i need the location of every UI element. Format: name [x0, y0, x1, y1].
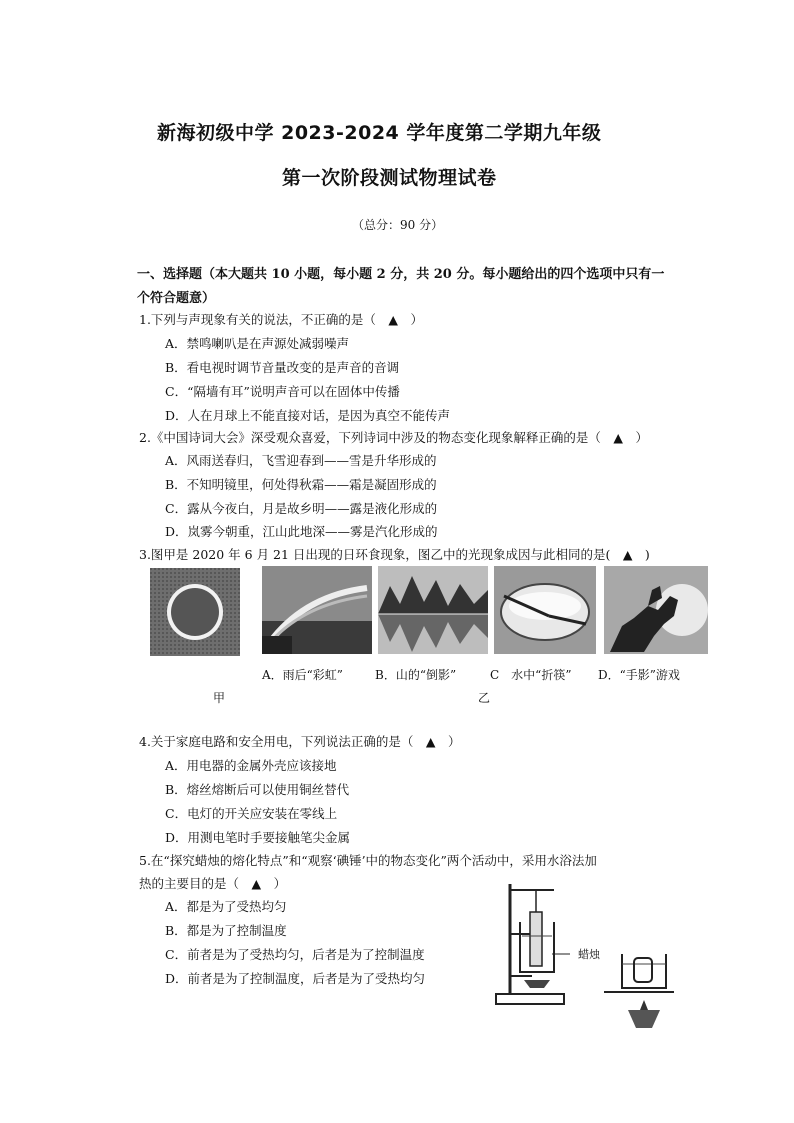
question-5-stem: 5.在“探究蜡烛的熔化特点”和“观察‘碘锤’中的物态变化”两个活动中，采用水浴法加 — [139, 853, 597, 868]
question-1-option-c: C．“隔墙有耳”说明声音可以在固体中传播 — [165, 384, 400, 399]
question-3-option-c: C 水中“折筷” — [490, 668, 572, 682]
question-3-option-a: A．雨后“彩虹” — [262, 668, 343, 682]
question-2-stem: 2.《中国诗词大会》深受观众喜爱，下列诗词中涉及的物态变化现象解释正确的是（ ▲ ） — [139, 430, 649, 445]
question-1-option-a: A．禁鸣喇叭是在声源处减弱噪声 — [165, 336, 350, 351]
question-1-option-d: D．人在月球上不能直接对话，是因为真空不能传声 — [165, 408, 451, 423]
question-5-option-d: D．前者是为了控制温度，后者是为了受热均匀 — [165, 971, 426, 986]
candle-label: 蜡烛 — [578, 948, 600, 961]
question-2-option-a: A．风雨送春归，飞雪迎春到——雪是升华形成的 — [165, 453, 437, 468]
question-1-stem: 1.下列与声现象有关的说法，不正确的是（ ▲ ） — [139, 312, 424, 327]
question-3-option-b: B．山的“倒影” — [375, 668, 457, 682]
question-4-option-b: B．熔丝熔断后可以使用铜丝替代 — [165, 782, 350, 797]
question-5-stem-cont: 热的主要目的是（ ▲ ） — [139, 876, 287, 891]
question-4-option-c: C．电灯的开关应安装在零线上 — [165, 806, 338, 821]
total-score: （总分：90 分） — [352, 218, 444, 232]
section-heading: 一、选择题（本大题共 10 小题，每小题 2 分，共 20 分。每小题给出的四个选项中只有一 — [137, 267, 665, 282]
question-4-option-d: D．用测电笔时手要接触笔尖金属 — [165, 830, 351, 845]
question-2-option-b: B．不知明镜里，何处得秋霜——霜是凝固形成的 — [165, 477, 437, 492]
iodine-hammer-apparatus — [604, 944, 674, 1036]
question-4-stem: 4.关于家庭电路和安全用电，下列说法正确的是（ ▲ ） — [139, 734, 461, 749]
question-5-option-b: B．都是为了控制温度 — [165, 923, 287, 938]
chopsticks-in-water-photo — [494, 566, 596, 654]
eclipse-photo — [150, 568, 240, 656]
figure-jia-label: 甲 — [213, 691, 226, 705]
question-2-option-c: C．露从今夜白，月是故乡明——露是液化形成的 — [165, 501, 438, 516]
question-2-option-d: D．岚雾今朝重，江山此地深——雾是汽化形成的 — [165, 524, 438, 539]
mountain-reflection-photo — [378, 566, 488, 654]
question-1-option-b: B．看电视时调节音量改变的是声音的音调 — [165, 360, 400, 375]
figure-yi-label: 乙 — [478, 691, 491, 705]
question-3-stem: 3.图甲是 2020 年 6 月 21 日出现的日环食现象，图乙中的光现象成因与此相同的是( ▲ ) — [139, 547, 650, 562]
question-5-option-c: C．前者是为了受热均匀，后者是为了控制温度 — [165, 947, 425, 962]
exam-title-line2: 第一次阶段测试物理试卷 — [282, 167, 497, 189]
question-3-option-d: D．“手影”游戏 — [598, 668, 680, 682]
hand-shadow-photo — [604, 566, 708, 654]
section-heading-cont: 个符合题意） — [137, 291, 216, 306]
exam-title-line1: 新海初级中学 2023-2024 学年度第二学期九年级 — [157, 122, 602, 144]
question-5-option-a: A．都是为了受热均匀 — [165, 899, 287, 914]
rainbow-photo — [262, 566, 372, 654]
question-4-option-a: A．用电器的金属外壳应该接地 — [165, 758, 337, 773]
